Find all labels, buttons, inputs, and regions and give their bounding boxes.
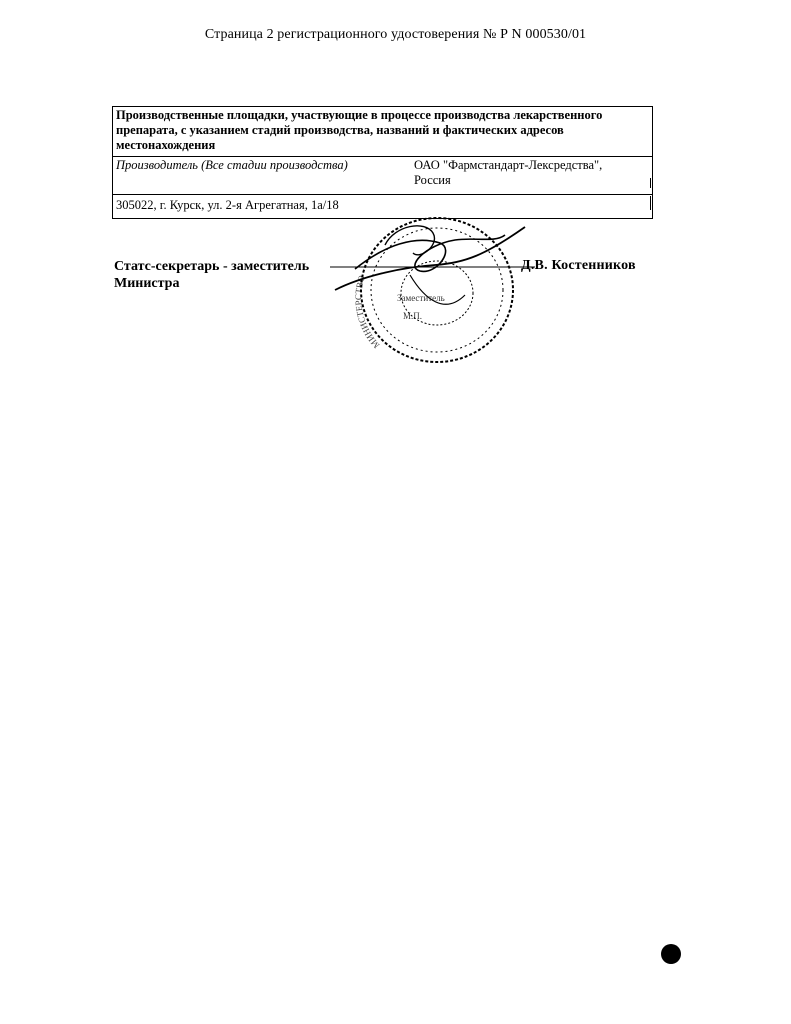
table-title: Производственные площадки, участвующие в процессе производства лекарственного препарата, с указанием стадий производства, названий и фактических адресов местонахождения [113,107,653,157]
official-seal-icon [325,205,545,370]
signatory-position-line2: Министра [114,276,180,291]
table-row [113,107,653,157]
signatory-name: Д.В. Костенников [521,258,636,273]
svg-text:Заместитель: Заместитель [397,293,445,303]
table-row [113,157,653,195]
svg-text:МИНИСТЕРСТВО: МИНИСТЕРСТВО [353,274,382,351]
corner-dot-icon [661,944,681,964]
signatory-position-line1: Статс-секретарь - заместитель [114,259,310,274]
scan-artifact [650,196,651,210]
signatory-position [114,258,309,292]
manufacturer-name-line1: ОАО "Фармстандарт-Лексредства", [414,158,603,172]
page-header: Страница 2 регистрационного удостоверения № Р N 000530/01 [204,27,587,42]
manufacturer-country: Россия [414,173,451,187]
manufacturer-role: Производитель (Все стадии производства) [113,157,415,195]
manufacturer-name [414,157,653,195]
manufacturer-address: 305022, г. Курск, ул. 2-я Агрегатная, 1а/18 [113,195,653,219]
scan-artifact [650,178,651,188]
production-sites-table [112,106,653,219]
svg-text:М.П.: М.П. [403,311,423,321]
